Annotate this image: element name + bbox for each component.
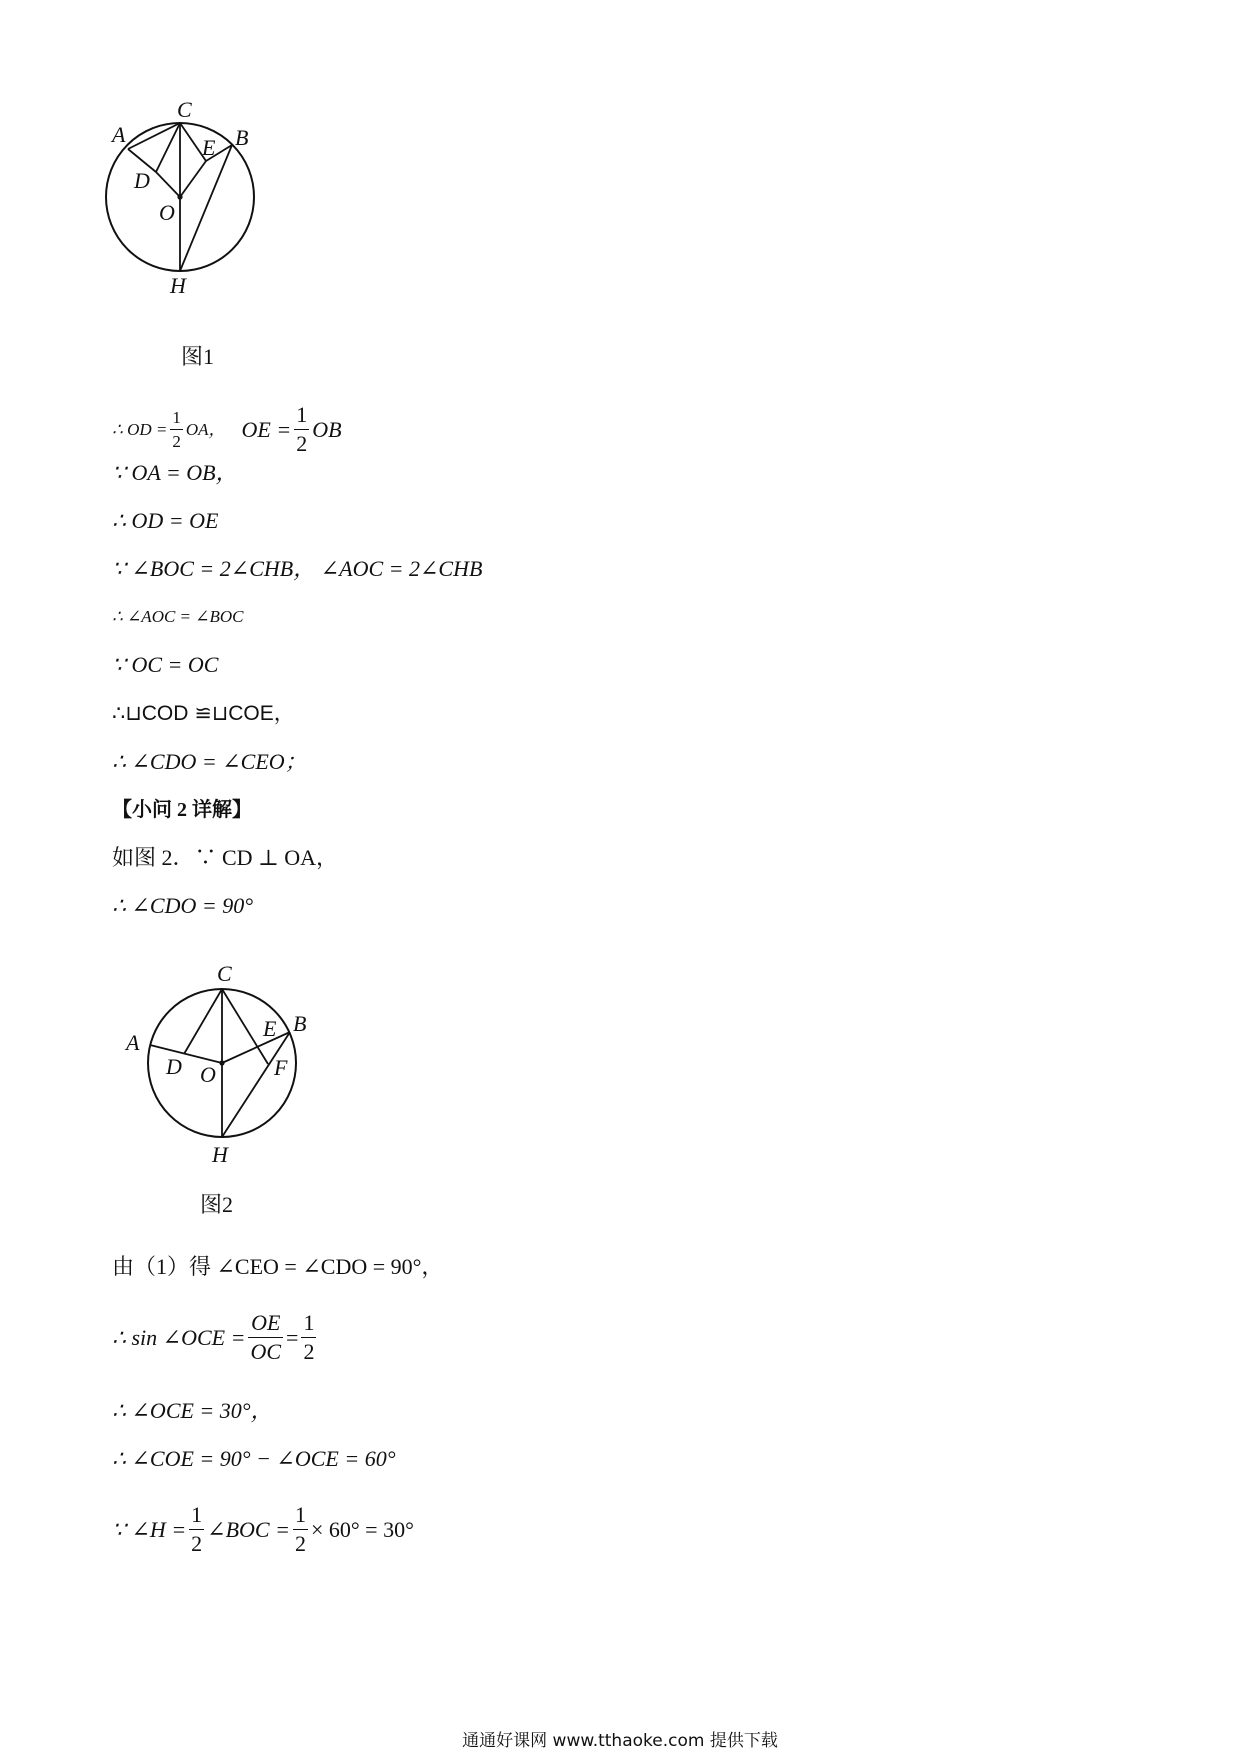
fraction-denominator: OC	[250, 1339, 282, 1364]
figure-1-caption: 图1	[181, 344, 215, 369]
line-angle-boc: ∵ ∠BOC = 2∠CHB， ∠AOC = 2∠CHB	[112, 556, 483, 581]
label-o: O	[200, 1062, 216, 1087]
label-b: B	[235, 125, 249, 150]
line-congruent: ∴⊔COD ≌⊔COE，	[112, 702, 295, 725]
line-cdo-ceo: ∴ ∠CDO = ∠CEO；	[112, 749, 307, 774]
label-o: O	[159, 200, 175, 225]
line-1-a: ∴ OD =	[112, 419, 168, 439]
figure-2-caption: 图2	[200, 1192, 234, 1217]
line-15-a: ∵ ∠H =	[112, 1516, 187, 1542]
fraction-half-5	[293, 1504, 308, 1555]
fraction-oe-oc	[248, 1312, 283, 1363]
label-d: D	[134, 168, 150, 193]
line-oa-ob: ∵ OA = OB，	[112, 460, 238, 485]
line-oce-30: ∴ ∠OCE = 30°，	[112, 1398, 273, 1423]
label-e: E	[202, 135, 216, 160]
fraction-numerator: 1	[296, 402, 308, 427]
fraction-half-3	[301, 1312, 316, 1363]
line-12-eq: =	[286, 1324, 299, 1350]
label-c: C	[217, 961, 232, 986]
fraction-numerator: 1	[303, 1310, 315, 1335]
label-c: C	[177, 97, 192, 122]
line-from-part-1: 由（1）得 ∠CEO = ∠CDO = 90°，	[112, 1254, 444, 1279]
label-h: H	[212, 1142, 228, 1167]
label-a: A	[126, 1030, 140, 1055]
fraction-numerator: 1	[172, 408, 181, 427]
segment-eo	[180, 161, 206, 197]
segment-cd	[184, 989, 222, 1054]
line-cdo-90: ∴ ∠CDO = 90°	[112, 893, 254, 918]
figure-1-diagram	[100, 95, 300, 330]
fraction-numerator: 1	[191, 1502, 203, 1527]
fraction-denominator: 2	[170, 429, 183, 450]
label-h: H	[170, 273, 186, 298]
line-1-c: OE =	[241, 416, 292, 442]
line-15-b: ∠BOC =	[207, 1516, 290, 1542]
section-2-heading: 【小问 2 详解】	[112, 799, 252, 821]
line-coe-60: ∴ ∠COE = 90° − ∠OCE = 60°	[112, 1446, 396, 1471]
fraction-denominator: 2	[296, 431, 308, 456]
fraction-numerator: OE	[251, 1310, 281, 1335]
line-angle-h	[112, 1504, 414, 1555]
segment-do	[156, 172, 180, 197]
line-figure-2-ref: 如图 2．∵ CD ⊥ OA，	[112, 845, 339, 870]
fraction-half-1	[170, 409, 183, 450]
fraction-denominator: 2	[294, 1531, 306, 1556]
line-oc-oc: ∵ OC = OC	[112, 652, 219, 677]
footer-source: 通通好课网 www.tthaoke.com 提供下载	[462, 1731, 778, 1751]
fraction-half-2	[294, 404, 309, 455]
line-12-a: ∴ sin ∠OCE =	[112, 1324, 246, 1350]
figure-2-diagram	[118, 948, 338, 1178]
fraction-denominator: 2	[191, 1531, 203, 1556]
segment-bh	[180, 145, 232, 271]
fraction-denominator: 2	[303, 1339, 315, 1364]
line-angle-aoc-boc: ∴ ∠AOC = ∠BOC	[112, 607, 244, 626]
line-1-b: OA，	[185, 419, 226, 439]
fraction-numerator: 1	[294, 1502, 306, 1527]
line-sin-ocE	[112, 1312, 319, 1363]
label-f: F	[274, 1055, 288, 1080]
segment-cd	[156, 123, 180, 172]
line-od-equals-oe: ∴ OD = OE	[112, 508, 219, 533]
label-a: A	[112, 122, 126, 147]
fraction-half-4	[189, 1504, 204, 1555]
line-1-d: OB	[312, 416, 342, 442]
center-point-o	[177, 194, 182, 199]
label-b: B	[293, 1011, 307, 1036]
line-od-oe	[112, 404, 342, 455]
center-point-o	[219, 1060, 224, 1065]
segment-ao	[150, 1045, 222, 1063]
label-e: E	[263, 1016, 277, 1041]
line-15-c: × 60° = 30°	[310, 1516, 414, 1542]
label-d: D	[166, 1054, 182, 1079]
